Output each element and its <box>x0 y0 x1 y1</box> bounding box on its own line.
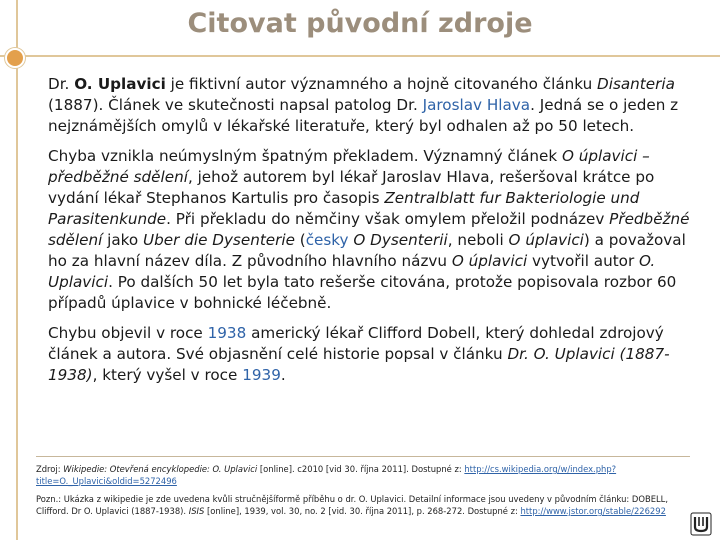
university-logo-icon <box>690 512 712 536</box>
p2-italic: O úplavici – předběžné sdělení <box>48 147 650 186</box>
p2-italic: O úplavici <box>451 252 528 270</box>
main-content <box>48 74 690 395</box>
paragraph-1 <box>48 74 690 137</box>
p2-italic: O. Uplavici <box>48 252 656 291</box>
p2-italic: O úplavici <box>508 231 584 249</box>
p2-text: ) a považoval ho za hlavní název díla. Z původního hlavního názvu <box>48 231 686 270</box>
p2-text: , neboli <box>447 231 509 249</box>
p2-journal: Zentralblatt fur Bakteriologie und Parasitenkunde <box>48 189 640 228</box>
p1-author: O. Uplavici <box>74 75 166 93</box>
p3-text: americký lékař Clifford Dobell, který dohledal zdrojový článek a autora. Své objasnění celé historie popsal v článku <box>48 324 664 363</box>
p1-text: Dr. <box>48 75 75 93</box>
footnote-rule <box>36 456 690 457</box>
fn1-url-link[interactable]: http://cs.wikipedia.org/w/index.php?title=O._Uplavici&oldid=5272496 <box>36 464 617 486</box>
bullet-circle-icon <box>5 48 25 68</box>
slide-title: Citovat původní zdroje <box>187 8 533 39</box>
fn2-url-link[interactable]: http://www.jstor.org/stable/226292 <box>520 506 666 516</box>
p2-link-cesky[interactable]: česky <box>305 231 349 249</box>
p1-article-title: Disanteria <box>597 75 675 93</box>
title-bar <box>0 0 720 48</box>
p3-italic: Dr. O. Uplavici (1887-1938) <box>48 345 670 384</box>
vertical-rule <box>16 0 18 540</box>
fn1-text: [online]. c2010 [vid 30. října 2011]. Dostupné z: <box>257 464 465 474</box>
p2-italic: Uber die Dysenterie <box>143 231 295 249</box>
p2-text: jako <box>102 231 144 249</box>
p3-text: Chybu objevil v roce <box>48 324 208 342</box>
p2-text: Chyba vznikla neúmyslným špatným překladem. Významný článek <box>48 147 562 165</box>
p3-link-1938[interactable]: 1938 <box>207 324 247 342</box>
fn1-italic: Wikipedie: Otevřená encyklopedie: O. Uplavici <box>63 464 258 474</box>
footnote-note <box>36 493 692 517</box>
p3-text: , který vyšel v roce <box>92 366 243 384</box>
footnote-source <box>36 463 692 487</box>
p1-text: (1887). Článek ve skutečnosti napsal patolog Dr. <box>48 96 423 114</box>
p2-text: vytvořil autor <box>527 252 640 270</box>
fn1-text: Zdroj: <box>36 464 64 474</box>
p1-text: je fiktivní autor významného a hojně citovaného článku <box>165 75 598 93</box>
p2-italic: Předběžné sdělení <box>48 210 690 249</box>
p2-text: . Po dalších 50 let byla tato rešerše citována, protože popisovala rozbor 60 případů úplavice v bohnické léčebně. <box>48 273 677 312</box>
fn2-italic: ISIS <box>188 506 205 516</box>
p1-text: . Jedná se o jeden z nejznámějších omylů v lékařské literatuře, který byl odhalen až po 50 letech. <box>48 96 679 135</box>
p2-text: ( <box>294 231 306 249</box>
footnotes <box>36 463 692 523</box>
p1-link-jaroslav-hlava[interactable]: Jaroslav Hlava <box>422 96 531 114</box>
p3-link-1939[interactable]: 1939 <box>242 366 281 384</box>
p2-text: , jehož autorem byl lékař Jaroslav Hlava, rešeršoval krátce po vydání lékař Stephanos Kartulis pro časopis <box>48 168 655 207</box>
paragraph-2 <box>48 146 690 314</box>
paragraph-3 <box>48 323 690 386</box>
p2-text: . Při překladu do němčiny však omylem přeložil podnázev <box>166 210 610 228</box>
fn2-text: [online], 1939, vol. 30, no. 2 [vid. 30. října 2011], p. 268-272. Dostupné z: <box>204 506 521 516</box>
horizontal-rule <box>0 55 720 57</box>
p3-text: . <box>280 366 286 384</box>
fn2-text: Pozn.: Ukázka z wikipedie je zde uvedena kvůli stručnějšíformě příběhu o dr. O. Uplavici. Detailní informace jsou uvedeny v původním článku: DOBELL, Clifford. Dr O. Uplavici (1887-1938). <box>36 494 668 516</box>
p2-italic: O Dysenterii <box>353 231 448 249</box>
